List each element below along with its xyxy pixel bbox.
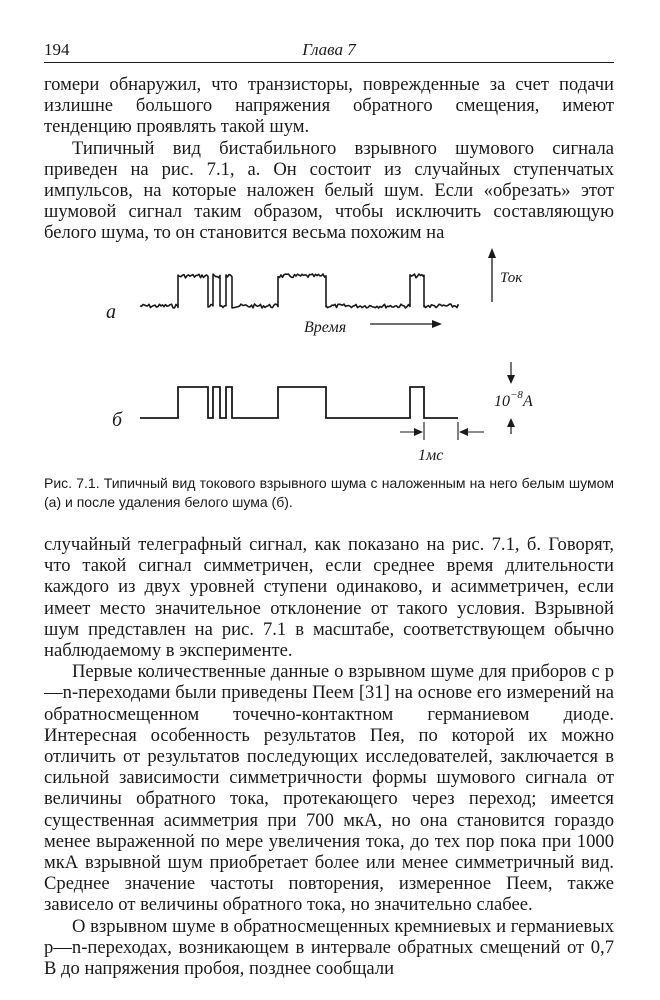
noisy-burst-waveform bbox=[140, 274, 458, 308]
arrow-down-icon bbox=[507, 375, 515, 384]
arrow-right-icon bbox=[432, 320, 442, 328]
figure-7-1 bbox=[44, 244, 614, 470]
paragraph: Типичный вид бистабильного взрывного шумового сигнала приведен на рис. 7.1, а. Он состоит из случайных ступенчатых импульсов, на которые наложен белый шум. Если «обрезать» этот шумовой сигнал таким образом, чтобы исключить составляющую белого шума, то он становится весьма похожим на bbox=[44, 137, 614, 244]
waveform-diagram bbox=[44, 244, 614, 470]
time-label: Время bbox=[304, 319, 347, 336]
current-label: Ток bbox=[500, 270, 523, 286]
amplitude-label: $10^{-8}А$ bbox=[494, 389, 533, 410]
arrow-right-icon bbox=[414, 428, 423, 436]
figure-caption: Рис. 7.1. Типичный вид токового взрывного шума с наложенным на него белым шумом (а) и после удаления белого шума (б). bbox=[44, 475, 614, 510]
paragraph: случайный телеграфный сигнал, как показано на рис. 7.1, б. Говорят, что такой сигнал симметричен, если среднее время длительности каждого из двух уровней ступени одинаково, и асимметричен, если имеет место значительное отклонение от такого условия. Взрывной шум представлен на рис. 7.1 в масштабе, соответствующем обычно наблюдаемому в эксперименте. bbox=[44, 534, 614, 662]
paragraph: О взрывном шуме в обратносмещенных кремниевых и германиевых p—n-переходах, возникающем в интервале обратных смещений от 0,7 В до напряжения пробоя, позднее сообщали bbox=[44, 915, 614, 980]
page-number: 194 bbox=[44, 40, 70, 59]
text-block-top bbox=[44, 74, 614, 244]
arrow-left-icon bbox=[459, 428, 468, 436]
time-scale-label: 1мс bbox=[418, 447, 444, 464]
label-a: а bbox=[106, 301, 116, 323]
arrow-up-icon bbox=[507, 418, 515, 427]
paragraph: гомери обнаружил, что транзисторы, поврежденные за счет подачи излишне большого напряжения обратного смещения, имеют тенденцию проявлять такой шум. bbox=[44, 74, 614, 138]
label-b: б bbox=[112, 409, 123, 431]
text-block-bottom bbox=[44, 534, 614, 979]
running-header bbox=[44, 38, 614, 63]
clean-telegraph-waveform bbox=[140, 387, 458, 418]
chapter-title: Глава 7 bbox=[302, 40, 356, 59]
arrow-up-icon bbox=[488, 248, 496, 258]
paragraph: Первые количественные данные о взрывном шуме для приборов с p—n-переходами были приведены Пеем [31] на основе его измерений на обратносмещенном точечно-контактном германиевом диоде. Интересная особенность результатов Пея, по которой их можно отличить от результатов последующих исследователей, заключается в сильной зависимости симметричности формы шумового сигнала от величины обратного тока, протекающего через переход; имеется существенная асимметрия при 700 мкА, но она становится гораздо менее выраженной по мере увеличения тока, до тех пор пока при 1000 мкА взрывной шум приобретает более или менее симметричный вид. Среднее значение частоты повторения, измеренное Пеем, также зависело от величины обратного тока, но значительно слабее. bbox=[44, 661, 614, 916]
